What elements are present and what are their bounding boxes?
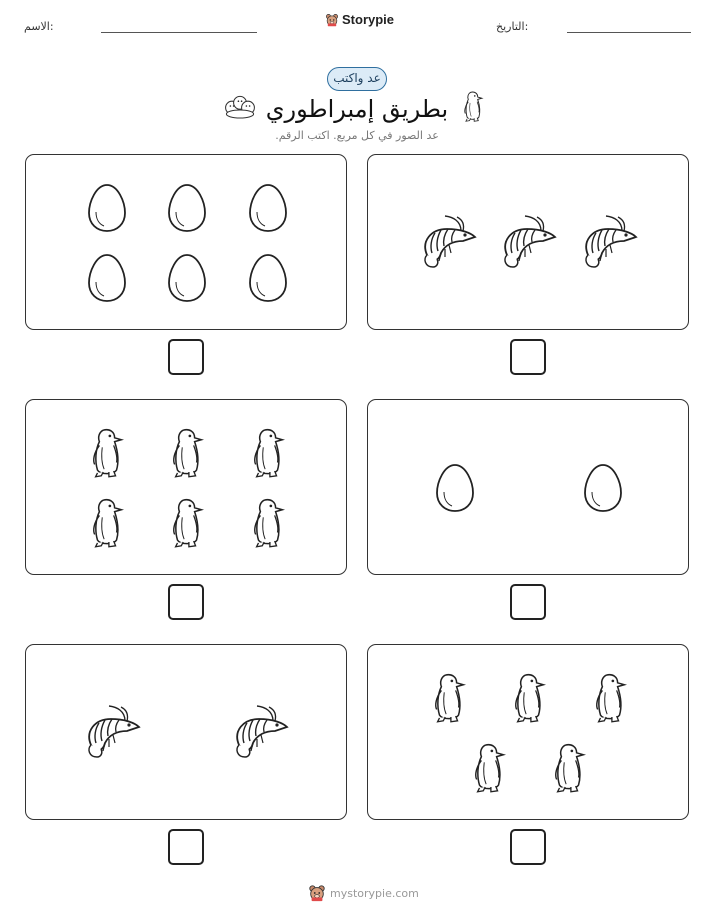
- answer-box-5[interactable]: [510, 829, 546, 865]
- egg-icon: [87, 253, 127, 303]
- date-line[interactable]: [567, 32, 691, 33]
- footer: [308, 884, 419, 902]
- answer-box-4[interactable]: [168, 584, 204, 620]
- name-label: الاسم:: [24, 20, 54, 33]
- count-panel-4: [25, 399, 347, 575]
- count-panel-2: [25, 154, 347, 330]
- bear-logo-icon: [325, 13, 339, 27]
- penguin-icon: [168, 426, 206, 480]
- penguin-icon: [461, 90, 485, 123]
- penguin-icon: [591, 671, 629, 725]
- shrimp-icon: [229, 701, 293, 765]
- penguin-icon: [168, 496, 206, 550]
- shrimp-icon: [578, 211, 642, 275]
- penguin-icon: [430, 671, 468, 725]
- instructions: عد الصور في كل مربع. اكتب الرقم.: [275, 129, 439, 142]
- brand-name: Storypie: [342, 12, 395, 27]
- penguin-icon: [249, 496, 287, 550]
- bear-logo-icon: [308, 884, 326, 902]
- egg-icon: [167, 253, 207, 303]
- egg-icon: [248, 183, 288, 233]
- count-panel-6: [25, 644, 347, 820]
- answer-box-6[interactable]: [168, 829, 204, 865]
- egg-icon: [583, 463, 623, 513]
- name-line[interactable]: [101, 32, 257, 33]
- count-panel-5: [367, 644, 689, 820]
- answer-box-3[interactable]: [510, 584, 546, 620]
- penguin-icon: [510, 671, 548, 725]
- egg-icon: [435, 463, 475, 513]
- shrimp-icon: [417, 211, 481, 275]
- date-label: التاريخ:: [496, 20, 529, 33]
- shrimp-icon: [81, 701, 145, 765]
- egg-icon: [167, 183, 207, 233]
- footer-url: mystorypie.com: [330, 886, 419, 900]
- egg-icon: [87, 183, 127, 233]
- penguin-icon: [550, 741, 588, 795]
- count-panel-1: [367, 154, 689, 330]
- activity-badge: عد واكتب: [327, 67, 387, 91]
- penguin-chicks-icon: [224, 92, 256, 120]
- page-title: بطريق إمبراطوري: [265, 95, 449, 123]
- count-panel-3: [367, 399, 689, 575]
- penguin-icon: [249, 426, 287, 480]
- answer-box-1[interactable]: [510, 339, 546, 375]
- shrimp-icon: [497, 211, 561, 275]
- egg-icon: [248, 253, 288, 303]
- penguin-icon: [470, 741, 508, 795]
- brand: [325, 12, 394, 27]
- penguin-icon: [88, 426, 126, 480]
- penguin-icon: [88, 496, 126, 550]
- answer-box-2[interactable]: [168, 339, 204, 375]
